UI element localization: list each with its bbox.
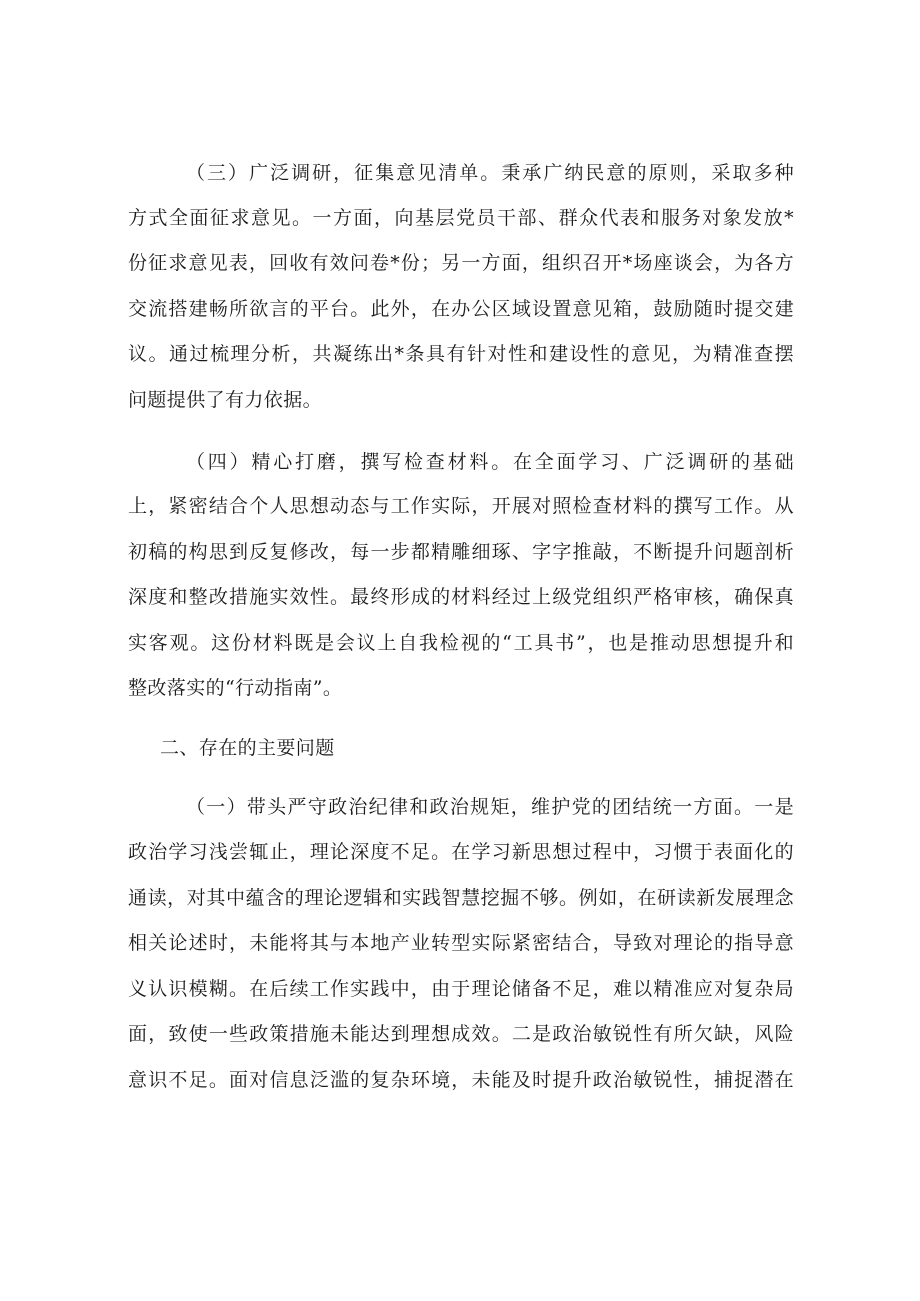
text-line: 通读，对其中蕴含的理论逻辑和实践智慧挖掘不够。例如，在研读新发展理念 xyxy=(128,887,794,909)
text-line: （一）带头严守政治纪律和政治规矩，维护党的团结统一方面。一是 xyxy=(186,796,794,818)
text-line: 相关论述时，未能将其与本地产业转型实际紧密结合，导致对理论的指导意 xyxy=(128,932,794,954)
text-line: 初稿的构思到反复修改，每一步都精雕细琢、字字推敲，不断提升问题剖析 xyxy=(128,541,794,563)
text-line: 深度和整改措施实效性。最终形成的材料经过上级党组织严格审核，确保真 xyxy=(128,586,794,608)
text-line: 实客观。这份材料既是会议上自我检视的“工具书”，也是推动思想提升和 xyxy=(128,632,794,654)
text-line: 政治学习浅尝辄止，理论深度不足。在学习新思想过程中，习惯于表面化的 xyxy=(128,841,794,863)
section-heading: 二、存在的主要问题 xyxy=(160,737,335,759)
text-line: 交流搭建畅所欲言的平台。此外，在办公区域设置意见箱，鼓励随时提交建 xyxy=(128,298,794,320)
text-line: 份征求意见表，回收有效问卷*份；另一方面，组织召开*场座谈会，为各方 xyxy=(128,252,794,274)
text-line: 意识不足。面对信息泛滥的复杂环境，未能及时提升政治敏锐性，捕捉潜在 xyxy=(128,1069,794,1091)
text-line: 义认识模糊。在后续工作实践中，由于理论储备不足，难以精准应对复杂局 xyxy=(128,978,794,1000)
text-line: 整改落实的“行动指南”。 xyxy=(128,677,343,699)
text-line: 上，紧密结合个人思想动态与工作实际，开展对照检查材料的撰写工作。从 xyxy=(128,495,794,517)
text-line: （四）精心打磨，撰写检查材料。在全面学习、广泛调研的基础 xyxy=(186,451,794,473)
text-line: 面，致使一些政策措施未能达到理想成效。二是政治敏锐性有所欠缺，风险 xyxy=(128,1023,794,1045)
text-line: （三）广泛调研，征集意见清单。秉承广纳民意的原则，采取多种 xyxy=(186,162,794,184)
text-line: 方式全面征求意见。一方面，向基层党员干部、群众代表和服务对象发放* xyxy=(128,207,794,229)
text-line: 问题提供了有力依据。 xyxy=(128,389,323,411)
text-line: 议。通过梳理分析，共凝练出*条具有针对性和建设性的意见，为精准查摆 xyxy=(128,343,794,365)
